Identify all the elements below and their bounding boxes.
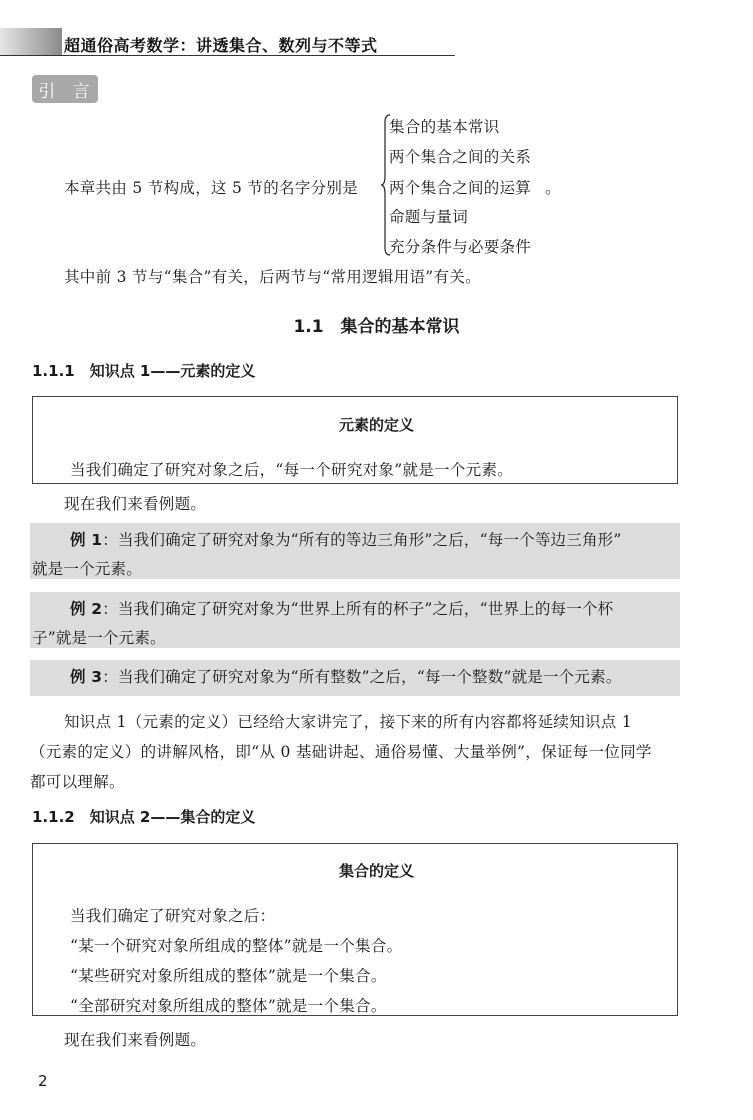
example-label: 例 1 [70,531,103,549]
header-gradient-bar [0,28,62,56]
example-line: 例 2：当我们确定了研究对象为“世界上所有的杯子”之后，“世界上的每一个杯 [70,600,614,618]
definition-text: “某一个研究对象所组成的整体”就是一个集合。 [70,937,403,955]
example-line: 子”就是一个元素。 [32,629,166,647]
definition-box-title: 集合的定义 [338,862,414,880]
example-label: 例 3 [70,668,103,686]
definition-text: 当我们确定了研究对象之后： [70,907,276,925]
intro-period: 。 [545,179,561,197]
example-label: 例 2 [70,600,103,618]
header-rule [0,55,455,56]
summary-line: 都可以理解。 [30,773,125,791]
chapter-section-item: 命题与量词 [389,208,469,226]
summary-line: 知识点 1（元素的定义）已经给大家讲完了，接下来的所有内容都将延续知识点 1 [64,713,632,731]
transition-text: 现在我们来看例题。 [64,495,207,513]
page-number: 2 [38,1072,48,1090]
intro-summary: 其中前 3 节与“集合”有关，后两节与“常用逻辑用语”有关。 [64,268,481,286]
definition-text: “某些研究对象所组成的整体”就是一个集合。 [70,967,387,985]
transition-text: 现在我们来看例题。 [64,1031,207,1049]
chapter-section-item: 两个集合之间的关系 [389,148,532,166]
subsection-title: 1.1.1 知识点 1——元素的定义 [32,362,256,380]
running-header-title: 超通俗高考数学：讲透集合、数列与不等式 [64,36,378,55]
subsection-title: 1.1.2 知识点 2——集合的定义 [32,808,256,826]
definition-text: “全部研究对象所组成的整体”就是一个集合。 [70,997,387,1015]
definition-box-title: 元素的定义 [338,416,414,434]
intro-badge: 引 言 [32,75,98,103]
definition-text: 当我们确定了研究对象之后，“每一个研究对象”就是一个元素。 [70,461,514,479]
chapter-section-item: 充分条件与必要条件 [389,238,532,256]
section-title: 1.1 集合的基本常识 [293,317,460,337]
example-line: 例 1：当我们确定了研究对象为“所有的等边三角形”之后，“每一个等边三角形” [70,531,622,549]
summary-line: （元素的定义）的讲解风格，即“从 0 基础讲起、通俗易懂、大量举例”，保证每一位同学 [30,743,652,761]
example-line: 例 3：当我们确定了研究对象为“所有整数”之后，“每一个整数”就是一个元素。 [70,668,622,686]
chapter-section-item: 两个集合之间的运算 [389,179,532,197]
example-line: 就是一个元素。 [32,560,142,578]
chapter-section-item: 集合的基本常识 [389,118,500,136]
intro-lead: 本章共由 5 节构成，这 5 节的名字分别是 [64,179,359,197]
